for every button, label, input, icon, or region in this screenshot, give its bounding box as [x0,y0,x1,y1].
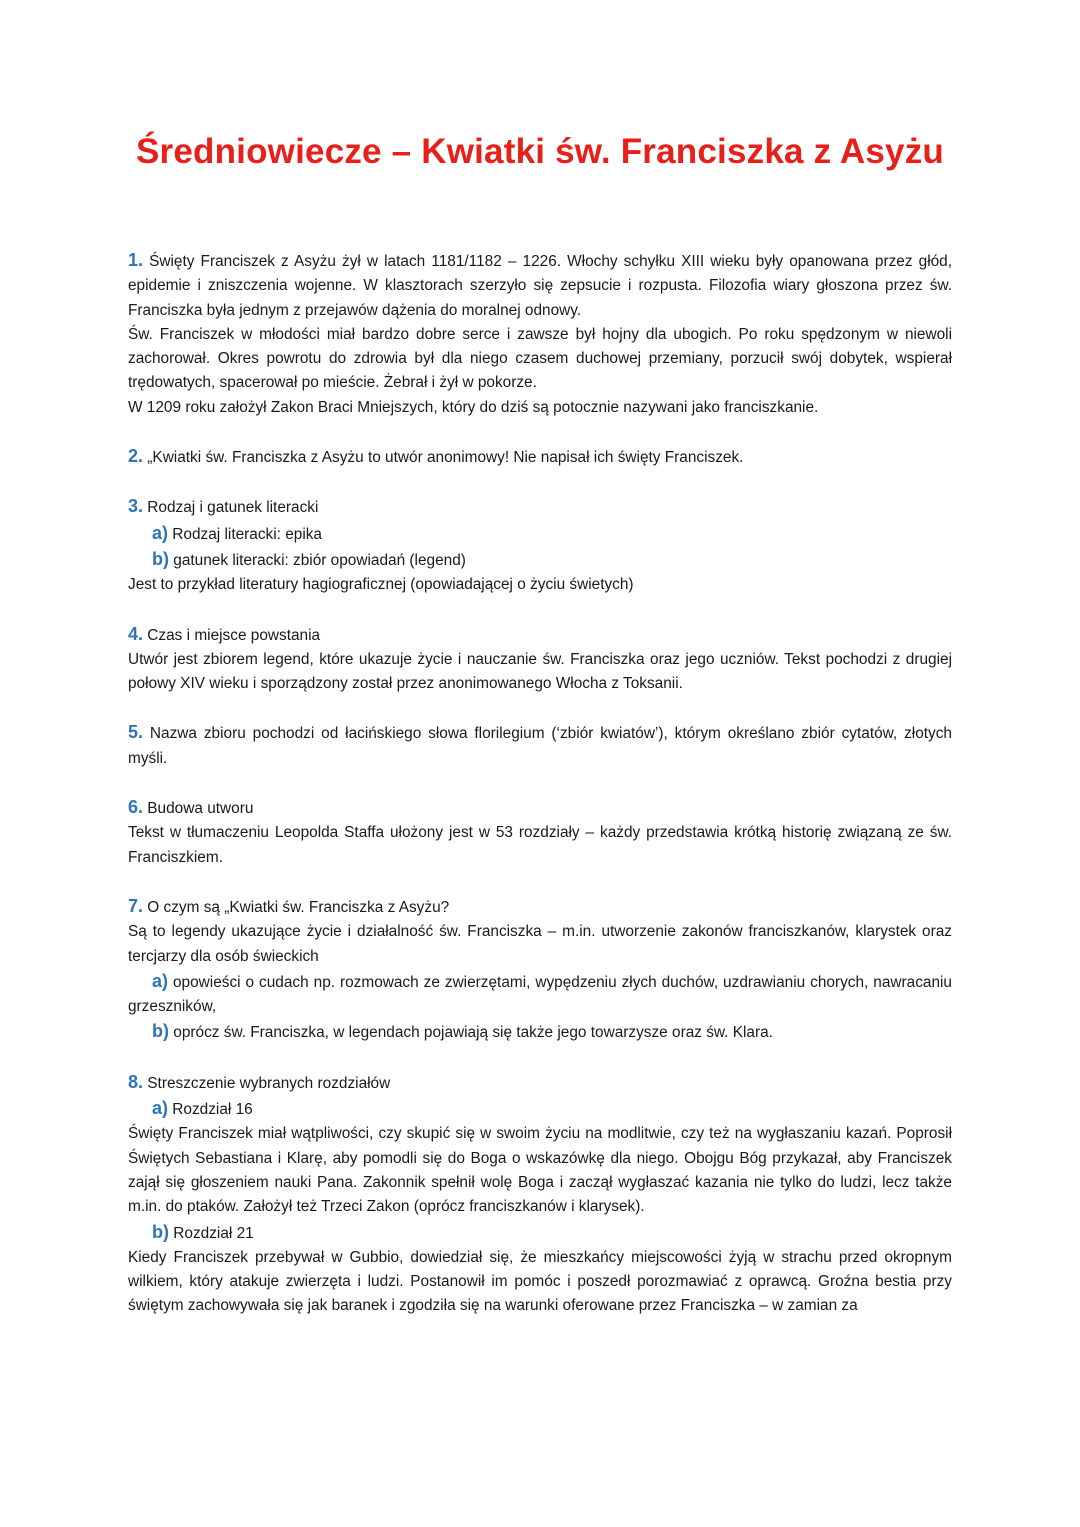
section-number: 5. [128,722,144,743]
section-5 [128,720,952,771]
section-8-item-b-title [128,1220,952,1246]
section-8 [128,1070,952,1319]
section-heading: Czas i miejsce powstania [147,626,321,644]
section-7-heading [128,894,952,920]
section-number: 6. [128,797,144,818]
section-number: 3. [128,496,144,517]
section-number: 2. [128,446,144,467]
item-label: b) [152,1221,169,1242]
item-title: Rozdział 21 [173,1224,254,1242]
section-heading: Streszczenie wybranych rozdziałów [147,1074,391,1092]
section-1 [128,248,952,420]
section-4-heading [128,622,952,648]
paragraph-text: Święty Franciszek z Asyżu żył w latach 1181/1182 – 1226. Włochy schyłku XIII wieku były opanowana przez głód, epidemie i zniszczenia wojenne. W klasztorach szerzyło się zepsucie i rozpusta. Filozofia wiary głoszona przez św. Franciszka była jednym z przejawów dążenia do moralnej odnowy. [128,253,953,319]
section-6 [128,795,952,870]
item-label: b) [152,1021,169,1042]
section-number: 4. [128,623,144,644]
section-3-item-a [128,521,952,547]
section-2-paragraph [128,444,952,470]
section-1-paragraph-3: W 1209 roku założył Zakon Braci Mniejszych, który do dziś są potocznie nazywani jako franciszkanie. [128,398,819,416]
section-3 [128,494,952,597]
section-heading: O czym są „Kwiatki św. Franciszka z Asyżu? [147,898,450,916]
section-2 [128,444,952,470]
section-number: 7. [128,895,144,916]
section-6-paragraph: Tekst w tłumaczeniu Leopolda Staffa ułożony jest w 53 rozdziały – każdy przedstawia krótką historię związaną ze św. Franciszkiem. [128,824,952,866]
item-title: Rozdział 16 [172,1101,253,1119]
item-label: a) [152,970,169,991]
section-3-heading [128,494,952,520]
section-5-paragraph [128,720,952,771]
item-label: b) [152,548,169,569]
section-number: 8. [128,1071,144,1092]
paragraph-text: Nazwa zbioru pochodzi od łacińskiego słowa florilegium (‘zbiór kwiatów’), którym określano zbiór cytatów, złotych myśli. [128,725,952,767]
section-8-item-a-title [128,1096,952,1122]
item-text: opowieści o cudach np. rozmowach ze zwierzętami, wypędzeniu złych duchów, uzdrawianiu chorych, nawracaniu grzeszników, [128,973,952,1016]
section-number: 1. [128,250,144,270]
section-8-item-b-text: Kiedy Franciszek przebywał w Gubbio, dowiedział się, że mieszkańcy miejscowości żyją w strachu przed okropnym wilkiem, który atakuje zwierzęta i ludzi. Postanowił im pomóc i poszedł porozmawiać z oprawcą. Groźna bestia przy świętym zachowywała się jak baranek i zgodziła się na warunki oferowane przez Franciszka – w zamian za [128,1248,952,1315]
section-7-item-b [128,1019,952,1045]
section-4-paragraph: Utwór jest zbiorem legend, które ukazuje życie i nauczanie św. Franciszka oraz jego uczniów. Tekst pochodzi z drugiej połowy XIV wieku i sporządzony został przez anonimowanego Włocha z Toksanii. [128,650,952,693]
paragraph-text: „Kwiatki św. Franciszka z Asyżu to utwór anonimowy! Nie napisał ich święty Franciszek. [147,449,744,467]
item-label: a) [152,1098,169,1119]
section-7-paragraph: Są to legendy ukazujące życie i działalność św. Franciszka – m.in. utworzenie zakonów franciszkanów, klarystek oraz tercjarzy dla osób świeckich [128,923,952,965]
section-8-item-a-text: Święty Franciszek miał wątpliwości, czy skupić się w swoim życiu na modlitwie, czy też na wygłaszaniu kazań. Poprosił Świętych Sebastiana i Klarę, aby pomodli się do Boga o wskazówkę dla niego. Obojgu Bóg przykazał, aby Franciszek zajął się głoszeniem nauki Pana. Zakonnik spełnił wolę Boga i zaczął wygłaszać kazania nie tylko do ludzi, lecz także m.in. do ptaków. Założył też Trzeci Zakon (oprócz franciszkanów i klarysek). [128,1125,952,1216]
section-3-note: Jest to przykład literatury hagiograficznej (opowiadającej o życiu świetych) [128,576,634,594]
section-heading: Rodzaj i gatunek literacki [147,499,319,517]
section-heading: Budowa utworu [147,800,254,818]
section-8-heading [128,1070,952,1096]
item-text: gatunek literacki: zbiór opowiadań (legend) [173,551,466,569]
section-7 [128,894,952,1046]
section-1-paragraph-1 [128,248,952,323]
item-text: oprócz św. Franciszka, w legendach pojawiają się także jego towarzysze oraz św. Klara. [173,1024,773,1042]
section-1-paragraph-2: Św. Franciszek w młodości miał bardzo dobre serce i zawsze był hojny dla ubogich. Po roku spędzonym w niewoli zachorował. Okres powrotu do zdrowia był dla niego czasem duchowej przemiany, porzucił swój dobytek, wspierał trędowatych, spacerował po mieście. Żebrał i żył w pokorze. [128,325,952,392]
item-text: Rodzaj literacki: epika [172,525,322,543]
section-7-item-a [128,969,952,1020]
section-6-heading [128,795,952,821]
section-4 [128,622,952,697]
item-label: a) [152,522,169,543]
document-body [128,248,952,1319]
section-3-item-b [128,547,952,573]
page-title: Średniowiecze – Kwiatki św. Franciszka z Asyżu [135,132,944,171]
